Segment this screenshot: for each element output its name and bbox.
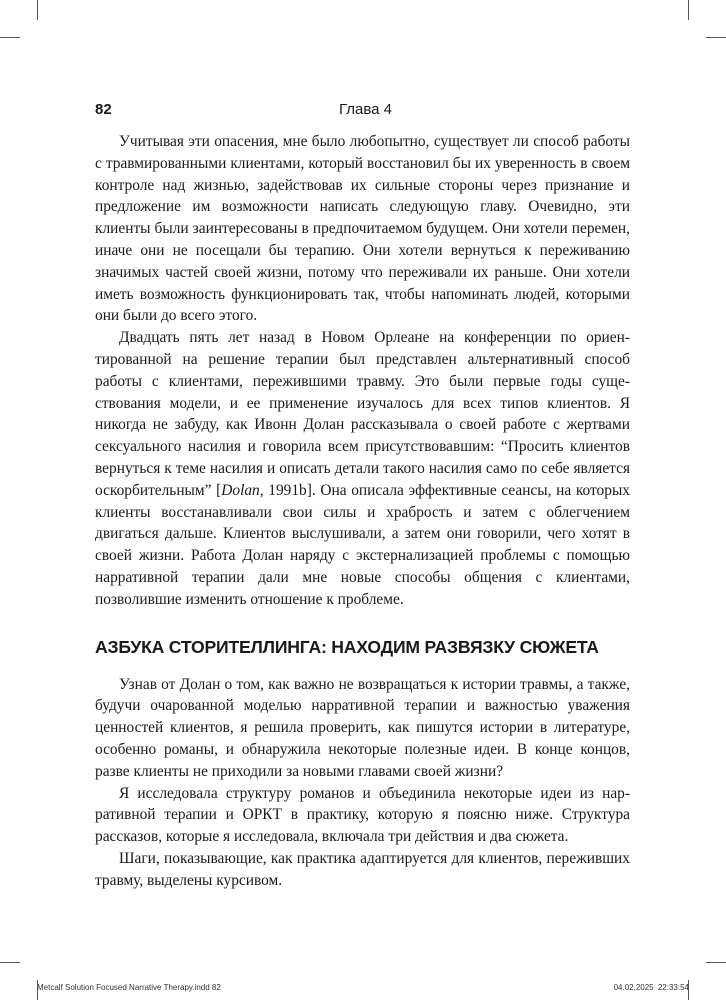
paragraph-2-part-1: Двадцать пять лет назад в Новом Орлеане на конференции по ориентированной на решение терапии был представлен альтернативный способ работы с клиентами, пережившими травму. Это были первые годы существования модели, и ее применение изучалось для всех типов клиентов. Я никогда не забуду, как Ивонн Долан рассказывала о своей работе с жертвами сексуального насилия и говорила всем присутствовавшим: “Просить клиентов вернуться к теме насилия и описать детали такого насилия само по себе является оскорбительным” [ [95, 329, 630, 499]
chapter-title: Глава 4 [339, 101, 393, 118]
crop-mark-right-bottom [706, 962, 726, 963]
body-text [95, 131, 630, 892]
citation-author: Dolan [221, 481, 260, 499]
page-number: 82 [95, 101, 112, 118]
paragraph-3: Узнав от Долан о том, как важно не возвращаться к истории травмы, а также, будучи очарованной моделью нарративной терапии и важностью уважения ценностей клиентов, я решила проверить, как пишутся истории в литературе, особенно романы, и обнаружила некоторые полезные идеи. В конце концов, разве клиенты не приходили за новыми главами своей жизни? [95, 675, 630, 780]
crop-mark-top-left [37, 0, 38, 20]
footer-filename: Metcalf Solution Focused Narrative Therapy.indd 82 [37, 983, 221, 992]
crop-mark-left-top [0, 37, 20, 38]
footer-datetime: 04.02.2025 22:33:54 [613, 983, 689, 992]
section-heading: АЗБУКА СТОРИТЕЛЛИНГА: НАХОДИМ РАЗВЯЗКУ СЮЖЕТА [95, 636, 599, 657]
crop-mark-right-top [706, 37, 726, 38]
paragraph-5: Шаги, показывающие, как практика адаптируется для клиентов, переживших травму, выделены курсивом. [95, 849, 630, 889]
crop-mark-left-bottom [0, 962, 20, 963]
paragraph-1: Учитывая эти опасения, мне было любопытно, существует ли способ работы с травмированными клиентами, который восстановил бы их уверенность в своем контроле над жизнью, задействовав их сильные стороны через признание и предложение им возможности написать следующую главу. Очевидно, эти клиенты были заинтересованы в предпочитаемом будущем. Они хотели перемен, иначе они не посещали бы терапию. Они хотели вернуться к переживанию значимых частей своей жизни, потому что переживали их раньше. Они хотели иметь возможность функционировать так, чтобы напоминать людей, которыми они были до всего этого. [95, 133, 630, 325]
paragraph-4: Я исследовала структуру романов и объединила некоторые идеи из нарративной терапии и ОРКТ в практику, которую я поясню ниже. Структура рассказов, которые я исследовала, включала три действия и два сюжета. [95, 784, 630, 846]
print-footer [37, 983, 689, 995]
paragraph-2-part-2: , 1991b]. Она описала эффективные сеансы, на которых клиенты восстанавливали свои силы и храбрость и затем с облегчением двигаться дальше. Клиентов выслушивали, а затем они говорили, чего хотят в своей жизни. Работа Долан наряду с экстернализацией проблемы с помощью нарративной терапии дали мне новые способы общения с клиентами, позволившие изменить отношение к проблеме. [95, 481, 630, 608]
paragraph-2 [95, 327, 630, 610]
crop-mark-top-right [688, 0, 689, 20]
running-head [95, 101, 631, 121]
